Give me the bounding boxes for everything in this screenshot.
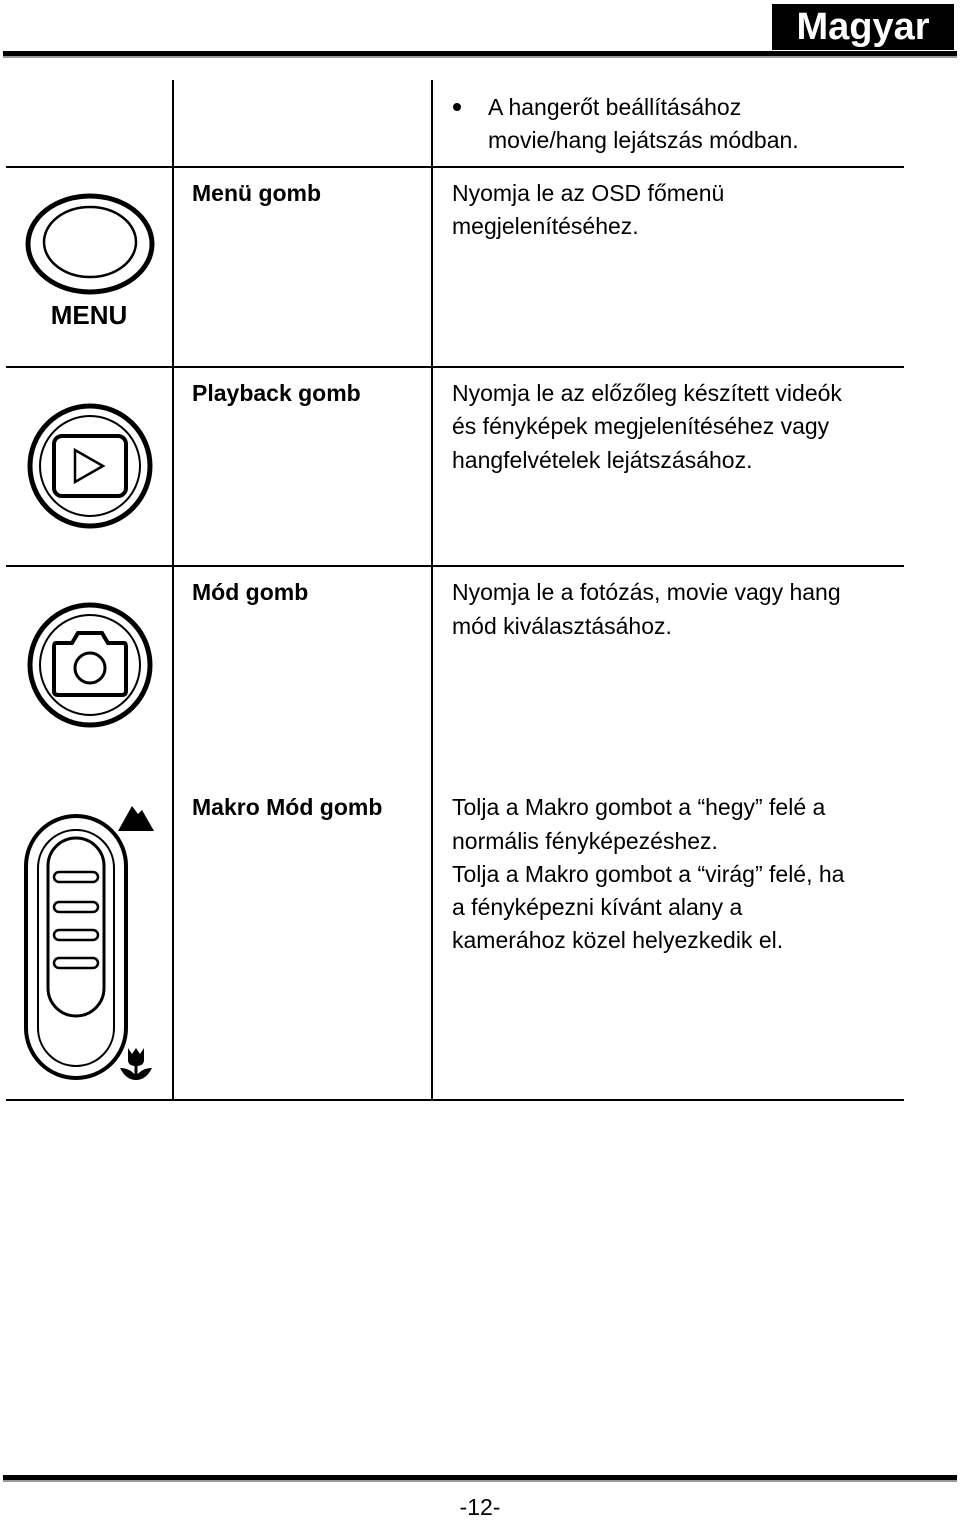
- table-divider-col1: [172, 80, 174, 1101]
- bullet-dot: [453, 103, 461, 111]
- playback-desc-line: és fényképek megjelenítéséhez vagy: [452, 413, 830, 439]
- macro-desc-line: Tolja a Makro gombot a “virág” felé, ha: [452, 861, 845, 887]
- page-number: -12-: [459, 1494, 501, 1520]
- footer-rule-shadow: [3, 1480, 957, 1482]
- table-row-divider: [6, 1099, 904, 1101]
- volume-bullet-text-cont: movie/hang lejátszás módban.: [488, 127, 799, 153]
- macro-button-label: Makro Mód gomb: [192, 794, 383, 820]
- macro-desc-line: normális fényképezéshez.: [452, 828, 718, 854]
- macro-desc-line: kamerához közel helyezkedik el.: [452, 927, 784, 953]
- table-row-divider: [6, 166, 904, 168]
- macro-desc-line: a fényképezni kívánt alany a: [452, 894, 743, 920]
- table-row-divider: [6, 565, 904, 567]
- volume-bullet-text: A hangerőt beállításához: [488, 94, 742, 120]
- table-row-divider: [6, 366, 904, 368]
- macro-desc-line: Tolja a Makro gombot a “hegy” felé a: [452, 794, 826, 820]
- menu-desc-line: megjelenítéséhez.: [452, 213, 639, 239]
- menu-icon-caption: MENU: [50, 300, 128, 330]
- menu-button-icon: [24, 192, 156, 296]
- menu-button-label: Menü gomb: [192, 180, 322, 206]
- mountain-icon: [118, 802, 154, 832]
- playback-button-icon: [26, 402, 154, 530]
- mode-button-icon: [26, 601, 154, 729]
- mode-button-label: Mód gomb: [192, 579, 309, 605]
- table-divider-col2: [431, 80, 433, 1101]
- header-rule-shadow: [3, 56, 957, 58]
- menu-desc-line: Nyomja le az OSD főmenü: [452, 180, 725, 206]
- flower-macro-icon: [118, 1046, 154, 1082]
- playback-button-label: Playback gomb: [192, 380, 361, 406]
- mode-desc-line: Nyomja le a fotózás, movie vagy hang: [452, 579, 841, 605]
- mode-desc-line: mód kiválasztásához.: [452, 613, 672, 639]
- playback-desc-line: Nyomja le az előzőleg készített videók: [452, 380, 842, 406]
- playback-desc-line: hangfelvételek lejátszásához.: [452, 447, 753, 473]
- language-badge: Magyar: [772, 4, 954, 50]
- macro-slider-icon: [24, 800, 158, 1086]
